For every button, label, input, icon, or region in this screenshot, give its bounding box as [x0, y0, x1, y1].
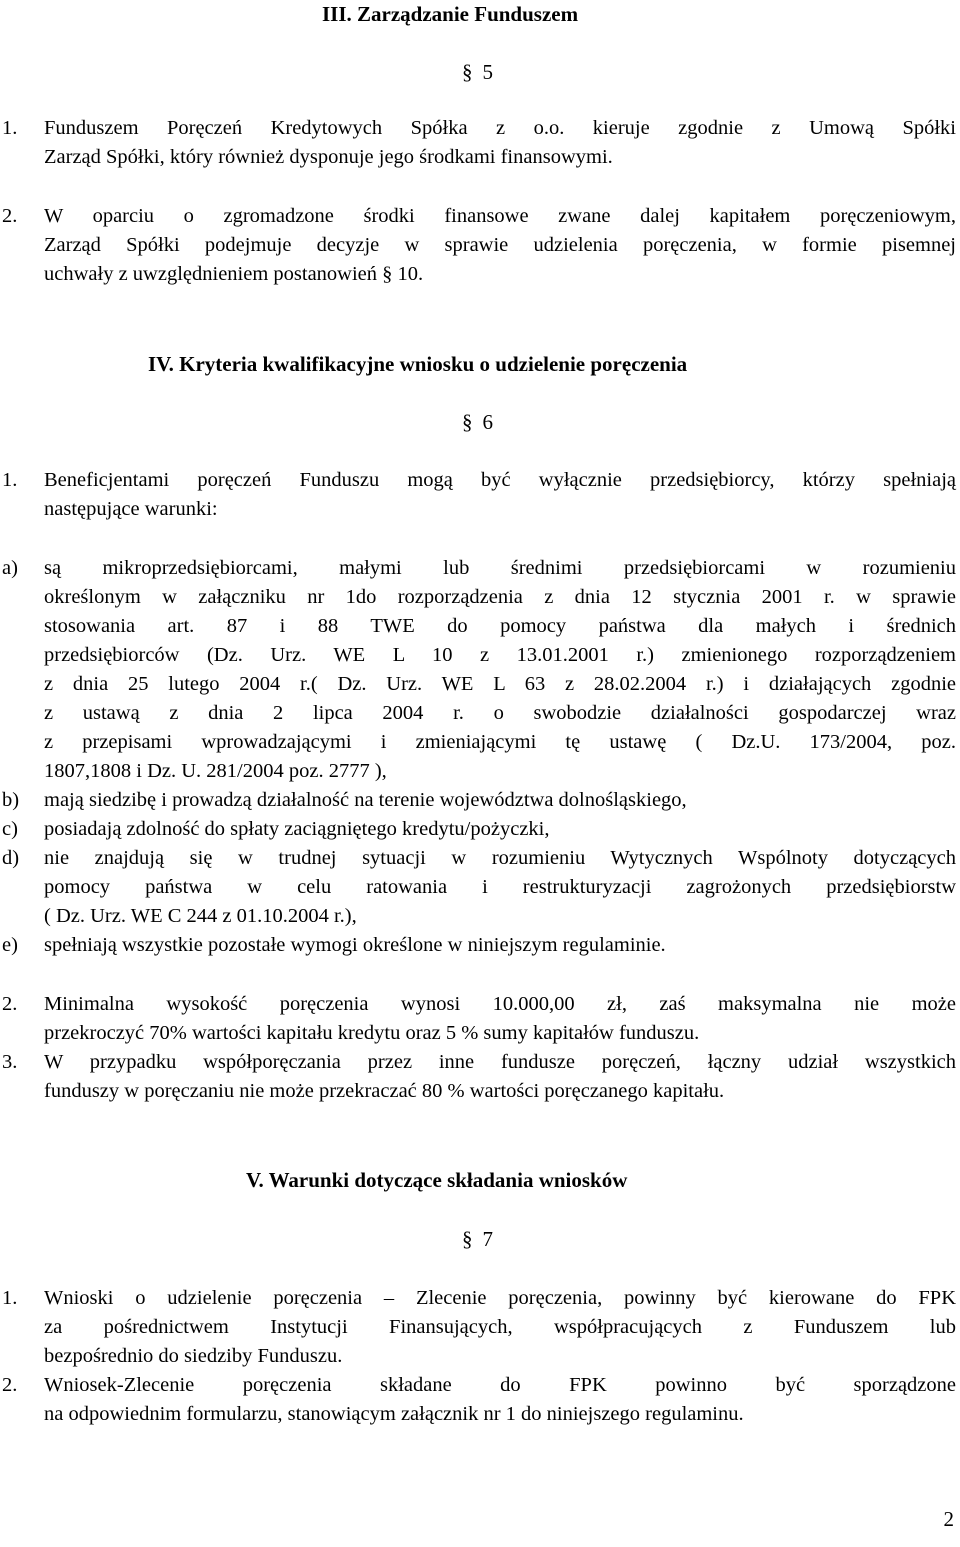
text-line: na odpowiednim formularzu, stanowiącym załącznik nr 1 do niniejszego regulaminu. — [44, 1403, 744, 1425]
item-number: 2. — [2, 1374, 18, 1396]
text-line: W przypadku współporęczania przez inne fundusze poręczeń, łączny udział wszystkich — [44, 1051, 956, 1073]
sub-item-text — [44, 844, 956, 931]
section-heading-v: V. Warunki dotyczące składania wniosków — [246, 1168, 628, 1192]
text-line: określonym w załączniku nr 1do rozporządzenia z dnia 12 stycznia 2001 r. w sprawie — [44, 586, 956, 608]
item-text — [44, 1371, 956, 1429]
text-line: przekroczyć 70% wartości kapitału kredytu oraz 5 % sumy kapitałów funduszu. — [44, 1022, 700, 1044]
text-line: pomocy państwa w celu ratowania i restrukturyzacji zagrożonych przedsiębiorstw — [44, 876, 956, 898]
item-text — [44, 114, 956, 172]
text-line: Beneficjentami poręczeń Funduszu mogą być wyłącznie przedsiębiorcy, którzy spełniają — [44, 469, 956, 491]
item-text — [44, 202, 956, 289]
text-line: W oparciu o zgromadzone środki finansowe zwane dalej kapitałem poręczeniowym, — [44, 205, 956, 227]
item-text — [44, 990, 956, 1048]
text-line: Minimalna wysokość poręczenia wynosi 10.000,00 zł, zaś maksymalna nie może — [44, 993, 956, 1015]
text-line: z dnia 25 lutego 2004 r.( Dz. Urz. WE L 63 z 28.02.2004 r.) i działających zgodnie — [44, 673, 956, 695]
text-line: spełniają wszystkie pozostałe wymogi określone w niniejszym regulaminie. — [44, 934, 666, 956]
text-line: uchwały z uwzględnieniem postanowień § 10. — [44, 263, 424, 285]
section-heading-iii: III. Zarządzanie Funduszem — [322, 2, 579, 26]
item-number: 1. — [2, 469, 18, 491]
text-line: z ustawą z dnia 2 lipca 2004 r. o swobodzie działalności gospodarczej wraz — [44, 702, 956, 724]
text-line: Wnioski o udzielenie poręczenia – Zlecenie poręczenia, powinny być kierowane do FPK — [44, 1287, 956, 1309]
sub-item-label: d) — [2, 847, 20, 869]
text-line: 1807,1808 i Dz. U. 281/2004 poz. 2777 ), — [44, 760, 387, 782]
item-number: 3. — [2, 1051, 18, 1073]
sub-item-text — [44, 786, 956, 815]
section-heading-iv: IV. Kryteria kwalifikacyjne wniosku o udzielenie poręczenia — [148, 352, 688, 376]
text-line: Wniosek-Zlecenie poręczenia składane do FPK powinno być sporządzone — [44, 1374, 956, 1396]
text-line: są mikroprzedsiębiorcami, małymi lub średnimi przedsiębiorcami w rozumieniu — [44, 557, 956, 579]
text-line: Zarząd Spółki podejmuje decyzje w sprawie udzielenia poręczenia, w formie pisemnej — [44, 234, 956, 256]
section-sign-icon: § — [462, 410, 473, 434]
paragraph-number-value: 7 — [482, 1227, 493, 1251]
sub-item-label: e) — [2, 934, 18, 956]
text-line: bezpośrednio do siedziby Funduszu. — [44, 1345, 343, 1367]
text-line: nie znajdują się w trudnej sytuacji w rozumieniu Wytycznych Wspólnoty dotyczących — [44, 847, 956, 869]
paragraph-number-value: 5 — [482, 60, 493, 84]
page-number: 2 — [943, 1507, 954, 1531]
section-sign-icon: § — [462, 60, 473, 84]
text-line: Funduszem Poręczeń Kredytowych Spółka z o.o. kieruje zgodnie z Umową Spółki — [44, 117, 956, 139]
text-line: za pośrednictwem Instytucji Finansujących, współpracujących z Funduszem lub — [44, 1316, 956, 1338]
section-sign-icon: § — [462, 1227, 473, 1251]
item-text — [44, 1048, 956, 1106]
item-text — [44, 1284, 956, 1371]
text-line: stosowania art. 87 i 88 TWE do pomocy państwa dla małych i średnich — [44, 615, 956, 637]
paragraph-number-5 — [462, 58, 493, 87]
item-number: 2. — [2, 205, 18, 227]
text-line: funduszy w poręczaniu nie może przekraczać 80 % wartości poręczanego kapitału. — [44, 1080, 725, 1102]
sub-item-label: a) — [2, 557, 18, 579]
item-number: 2. — [2, 993, 18, 1015]
sub-item-label: c) — [2, 818, 18, 840]
item-text — [44, 466, 956, 524]
sub-item-text — [44, 931, 956, 960]
text-line: mają siedzibę i prowadzą działalność na terenie województwa dolnośląskiego, — [44, 789, 687, 811]
sub-item-label: b) — [2, 789, 20, 811]
text-line: przedsiębiorców (Dz. Urz. WE L 10 z 13.01.2001 r.) zmienionego rozporządzeniem — [44, 644, 956, 666]
text-line: następujące warunki: — [44, 498, 218, 520]
text-line: ( Dz. Urz. WE C 244 z 01.10.2004 r.), — [44, 905, 357, 927]
item-number: 1. — [2, 117, 18, 139]
paragraph-number-value: 6 — [482, 410, 493, 434]
text-line: posiadają zdolność do spłaty zaciągniętego kredytu/pożyczki, — [44, 818, 550, 840]
paragraph-number-6 — [462, 408, 493, 437]
sub-item-text — [44, 815, 956, 844]
text-line: z przepisami wprowadzającymi i zmieniającymi tę ustawę ( Dz.U. 173/2004, poz. — [44, 731, 956, 753]
paragraph-number-7 — [462, 1225, 493, 1254]
item-number: 1. — [2, 1287, 18, 1309]
text-line: Zarząd Spółki, który również dysponuje jego środkami finansowymi. — [44, 146, 613, 168]
sub-item-text — [44, 554, 956, 786]
